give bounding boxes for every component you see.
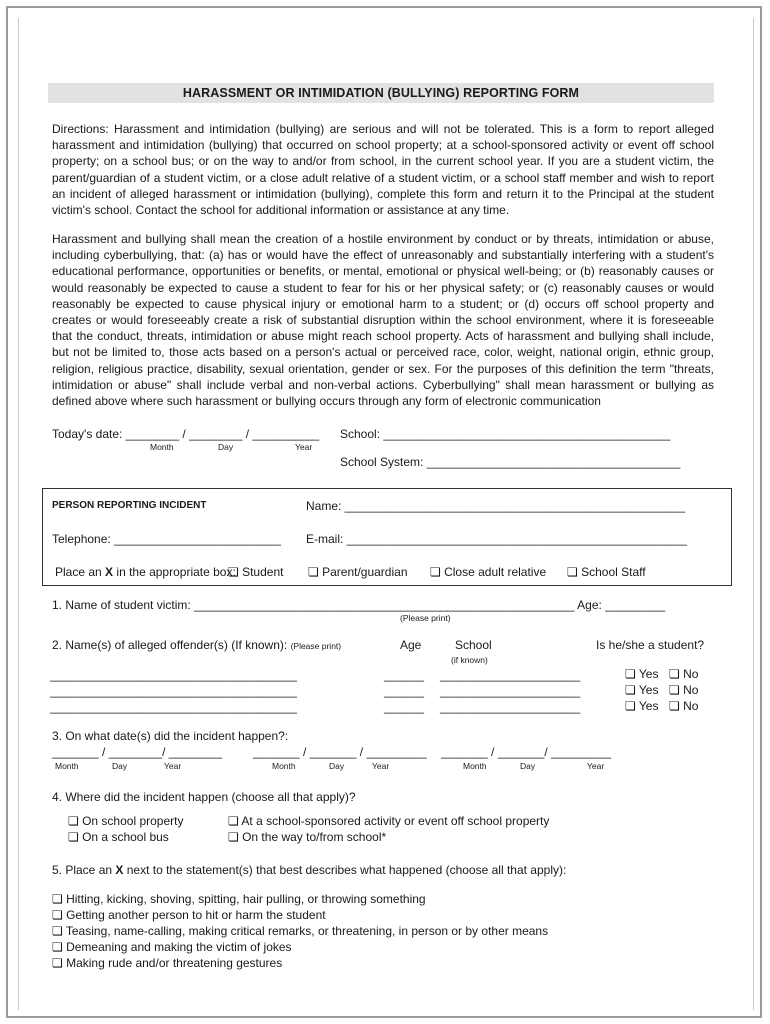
offender-question: 2. Name(s) of alleged offender(s) (If known): (Please print) bbox=[52, 638, 342, 652]
definition-paragraph: Harassment and bullying shall mean the creation of a hostile environment by conduct or by threats, intimidation or abuse, including cyberbullying, that: (a) has or would have the effect of unreasonably and substantially interfering with a student's educational performance, opportunities or benefits, or mental, emotional or physical well-being; or (b) reasonably causes or would reasonably be expected to cause a student to fear for his or her physical safety; or (c) reasonably causes or would reasonably be expected to cause physical injury or emotional harm to a student; or (d) occurs off school property and creates or would foreseeably create a risk of substantial disruption within the school environment, where it is foreseeable that the conduct, threats, intimidation or abuse might reach school property. Acts of harassment and bullying shall include, but not be limited to, those acts based on a person's actual or perceived race, color, weight, national origin, ethnic group, religion, religious practice, disability, sexual orientation, gender or sex. For the purposes of this definition the term "threats, intimidation or abuse" shall include verbal and non-verbal actions. Cyberbullying" shall mean harassment or bullying as defined above where such harassment or bullying occurs through any form of electronic communication bbox=[52, 232, 714, 409]
offender-age-header: Age bbox=[400, 638, 422, 652]
offender-school-line[interactable]: _____________________ bbox=[440, 700, 581, 714]
date-3-year-caption: Year bbox=[587, 761, 605, 771]
reporter-role-student-checkbox[interactable]: ❏ Student bbox=[228, 565, 284, 579]
location-school-bus-checkbox[interactable]: ❏ On a school bus bbox=[68, 830, 169, 844]
incident-date-1-field[interactable]: _______ / ________/ ________ bbox=[52, 745, 223, 759]
offender-student-no-checkbox[interactable]: ❏ No bbox=[669, 699, 699, 713]
behavior-teasing-checkbox[interactable]: ❏ Teasing, name-calling, making critical remarks, or threatening, in person or by other means bbox=[52, 924, 549, 938]
reporter-role-staff-checkbox[interactable]: ❏ School Staff bbox=[567, 565, 646, 579]
date-day-caption: Day bbox=[218, 442, 234, 452]
date-2-day-caption: Day bbox=[329, 761, 345, 771]
date-1-month-caption: Month bbox=[55, 761, 79, 771]
offender-age-line[interactable]: ______ bbox=[384, 700, 425, 714]
todays-date-field[interactable]: Today's date: ________ / ________ / __________ bbox=[52, 427, 320, 441]
incident-date-3-field[interactable]: _______ / _______/ _________ bbox=[441, 745, 612, 759]
location-way-to-school-checkbox[interactable]: ❏ On the way to/from school* bbox=[228, 830, 387, 844]
offender-school-header: School bbox=[455, 638, 492, 652]
directions-paragraph: Directions: Harassment and intimidation (bullying) are serious and will not be tolerated. This is a form to report alleged harassment and intimidation (bullying) that occurred on school property; at a school-sponsored activity or event off school property; on a school bus; or on the way to and/or from school, in the current school year. If you are a student victim, the parent/guardian of a student victim, or a close adult relative of a student victim, or a school staff member and wish to report an incident of alleged harassment or intimidation (bullying), complete this form and return it to the Principal at the student victim's school. Contact the school for additional information or assistance at any time. bbox=[52, 122, 714, 218]
offender-student-yes-checkbox[interactable]: ❏ Yes bbox=[625, 699, 659, 713]
form-title: HARASSMENT OR INTIMIDATION (BULLYING) REPORTING FORM bbox=[48, 83, 714, 103]
offender-if-known-caption: (if known) bbox=[451, 655, 488, 665]
incident-dates-question: 3. On what date(s) did the incident happen?: bbox=[52, 729, 289, 743]
offender-student-no-checkbox[interactable]: ❏ No bbox=[669, 667, 699, 681]
date-1-year-caption: Year bbox=[164, 761, 182, 771]
reporter-email-field[interactable]: E-mail: ___________________________________________________ bbox=[306, 532, 688, 546]
school-system-field[interactable]: School System: ______________________________________ bbox=[340, 455, 681, 469]
reporter-role-relative-checkbox[interactable]: ❏ Close adult relative bbox=[430, 565, 547, 579]
offender-age-line[interactable]: ______ bbox=[384, 668, 425, 682]
behavior-gestures-checkbox[interactable]: ❏ Making rude and/or threatening gestures bbox=[52, 956, 283, 970]
location-school-activity-checkbox[interactable]: ❏ At a school-sponsored activity or event off school property bbox=[228, 814, 550, 828]
offender-age-line[interactable]: ______ bbox=[384, 684, 425, 698]
school-field[interactable]: School: ___________________________________________ bbox=[340, 427, 671, 441]
offender-name-line[interactable]: _____________________________________ bbox=[50, 684, 297, 698]
date-year-caption: Year bbox=[295, 442, 313, 452]
incident-date-2-field[interactable]: _______ / _______ / _________ bbox=[253, 745, 427, 759]
incident-location-question: 4. Where did the incident happen (choose all that apply)? bbox=[52, 790, 356, 804]
reporter-telephone-field[interactable]: Telephone: _________________________ bbox=[52, 532, 281, 546]
offender-student-no-checkbox[interactable]: ❏ No bbox=[669, 683, 699, 697]
victim-name-field[interactable]: 1. Name of student victim: _________________________________________________________ Age: _________ bbox=[52, 598, 666, 612]
offender-name-line[interactable]: _____________________________________ bbox=[50, 668, 297, 682]
date-2-year-caption: Year bbox=[372, 761, 390, 771]
offender-school-line[interactable]: _____________________ bbox=[440, 668, 581, 682]
offender-is-student-header: Is he/she a student? bbox=[596, 638, 705, 652]
reporter-name-field[interactable]: Name: ___________________________________________________ bbox=[306, 499, 686, 513]
incident-type-question: 5. Place an X next to the statement(s) that best describes what happened (choose all that apply): bbox=[52, 863, 567, 877]
date-2-month-caption: Month bbox=[272, 761, 296, 771]
offender-name-line[interactable]: _____________________________________ bbox=[50, 700, 297, 714]
reporter-role-instruction: Place an X in the appropriate box: bbox=[55, 565, 236, 579]
behavior-getting-another-checkbox[interactable]: ❏ Getting another person to hit or harm the student bbox=[52, 908, 326, 922]
behavior-hitting-checkbox[interactable]: ❏ Hitting, kicking, shoving, spitting, hair pulling, or throwing something bbox=[52, 892, 426, 906]
victim-please-print-caption: (Please print) bbox=[400, 613, 451, 623]
date-1-day-caption: Day bbox=[112, 761, 128, 771]
date-3-month-caption: Month bbox=[463, 761, 487, 771]
behavior-demeaning-checkbox[interactable]: ❏ Demeaning and making the victim of jokes bbox=[52, 940, 292, 954]
offender-school-line[interactable]: _____________________ bbox=[440, 684, 581, 698]
offender-student-yes-checkbox[interactable]: ❏ Yes bbox=[625, 667, 659, 681]
location-school-property-checkbox[interactable]: ❏ On school property bbox=[68, 814, 184, 828]
reporter-heading: PERSON REPORTING INCIDENT bbox=[52, 500, 207, 511]
reporter-role-parent-checkbox[interactable]: ❏ Parent/guardian bbox=[308, 565, 408, 579]
date-3-day-caption: Day bbox=[520, 761, 536, 771]
date-month-caption: Month bbox=[150, 442, 174, 452]
offender-student-yes-checkbox[interactable]: ❏ Yes bbox=[625, 683, 659, 697]
